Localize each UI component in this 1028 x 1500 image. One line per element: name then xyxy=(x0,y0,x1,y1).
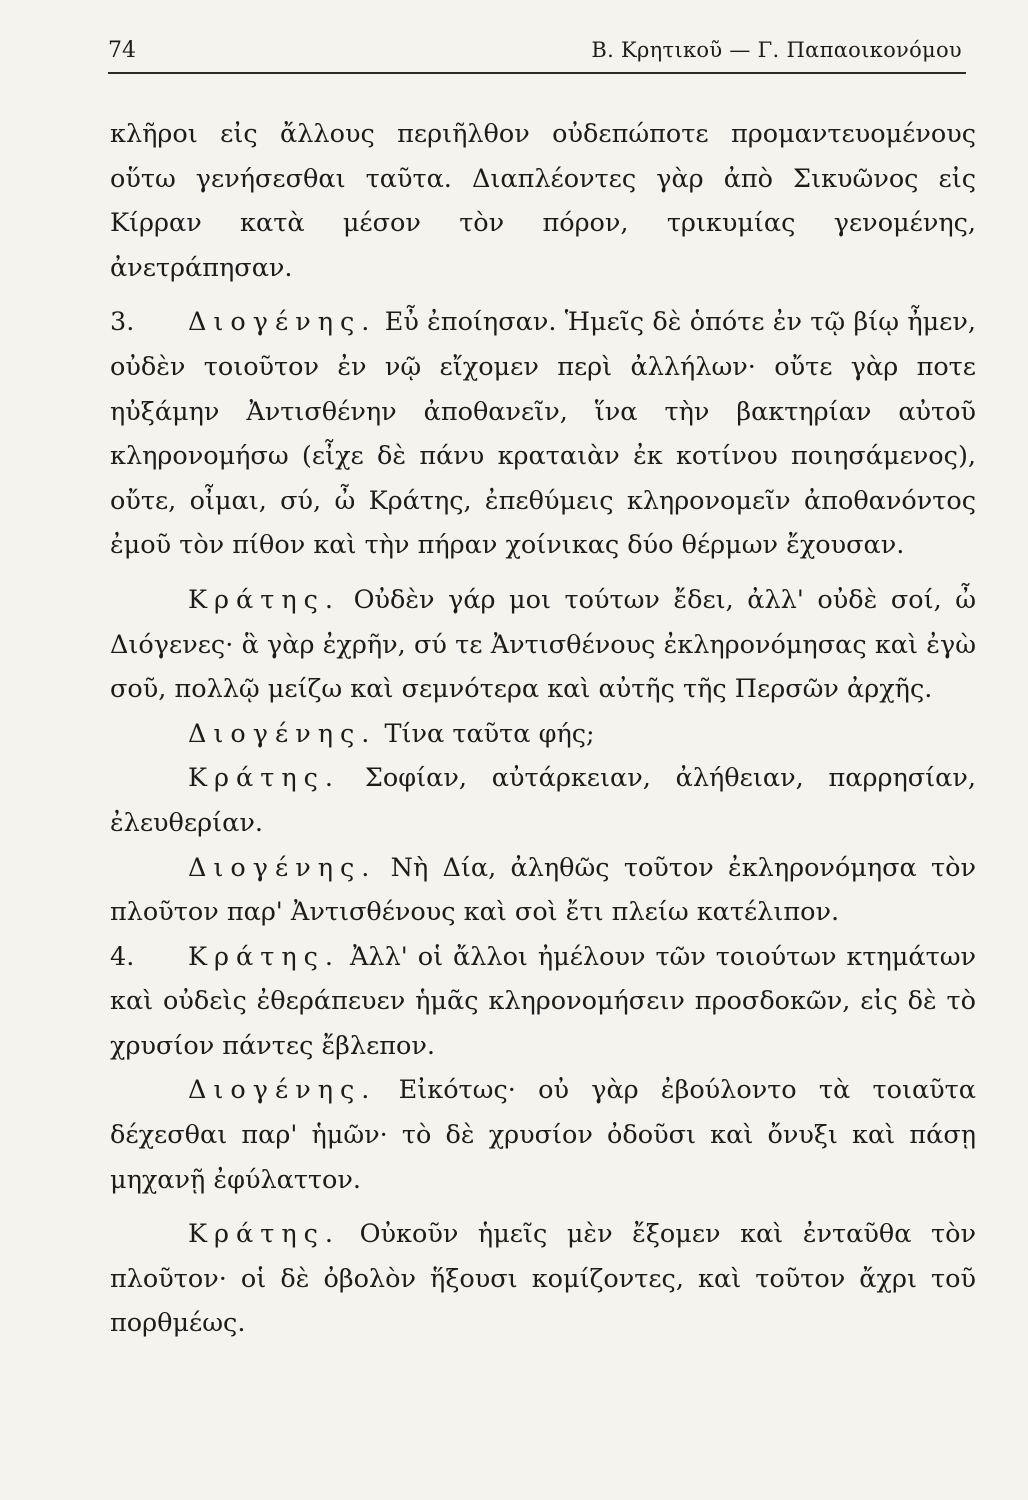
page-header xyxy=(108,32,966,74)
dialogue-line xyxy=(110,756,976,845)
paragraph-text: κλῆροι εἰς ἄλλους περιῆλθον οὐδεπώποτε προμαντευομένους οὕτω γενήσεσθαι ταῦτα. Διαπλέοντες γὰρ ἀπὸ Σικυῶνος εἰς Κίρραν κατὰ μέσον τὸν πόρον, τρικυμίας γενομένης, ἀνετράπησαν. xyxy=(110,119,976,283)
speaker-name: Διογένης. xyxy=(188,718,377,749)
dialogue-line xyxy=(110,712,976,757)
paragraph-text: Νὴ Δία, ἀληθῶς τοῦτον ἐκληρονόμησα τὸν πλοῦτον παρ' Ἀντισθένους καὶ σοὶ ἔτι πλείω κατέλιπον. xyxy=(110,852,976,928)
dialogue-line xyxy=(110,1068,976,1202)
dialogue-line xyxy=(110,846,976,935)
paragraph-text: Οὐκοῦν ἡμεῖς μὲν ἔξομεν καὶ ἐνταῦθα τὸν πλοῦτον· οἱ δὲ ὀβολὸν ἥξουσι κομίζοντες, καὶ τοῦτον ἄχρι τοῦ πορθμέως. xyxy=(110,1219,976,1339)
paragraph-section-3 xyxy=(110,300,976,568)
main-text xyxy=(110,112,976,1346)
paragraph-text: Εὖ ἐποίησαν. Ἡμεῖς δὲ ὁπότε ἐν τῷ βίῳ ἦμεν, οὐδὲν τοιοῦτον ἐν νῷ εἴχομεν περὶ ἀλλήλων· οὔτε γὰρ ποτε ηὐξάμην Ἀντισθένην ἀποθανεῖν, ἵνα τὴν βακτηρίαν αὐτοῦ κληρονομήσω (εἶχε δὲ πάνυ κραταιὰν ἐκ κοτίνου ποιησάμενος), οὔτε, οἶμαι, σύ, ὦ Κράτης, ἐπεθύμεις κληρονομεῖν ἀποθανόντος ἐμοῦ τὸν πίθον καὶ τὴν πήραν χοίνικας δύο θέρμων ἔχουσαν. xyxy=(110,307,976,561)
paragraph-intro xyxy=(110,112,976,290)
speaker-name: Κράτης. xyxy=(188,584,341,615)
speaker-name: Διογένης. xyxy=(188,307,377,338)
page-number: 74 xyxy=(108,38,136,63)
paragraph-text: Ἀλλ' οἱ ἄλλοι ἠμέλουν τῶν τοιούτων κτημάτων καὶ οὐδεὶς ἐθεράπευεν ἡμᾶς κληρονομήσειν προσδοκῶν, εἰς δὲ τὸ χρυσίον πάντες ἔβλεπον. xyxy=(110,941,976,1061)
paragraph-text: Τίνα ταῦτα φής; xyxy=(384,718,595,749)
speaker-name: Κράτης. xyxy=(188,1219,341,1250)
running-title: Β. Κρητικοῦ — Γ. Παπαοικονόμου xyxy=(591,38,962,62)
dialogue-line xyxy=(110,1212,976,1346)
paragraph-text: Εἰκότως· οὐ γὰρ ἐβούλοντο τὰ τοιαῦτα δέχεσθαι παρ' ἡμῶν· τὸ δὲ χρυσίον ὀδοῦσι καὶ ὄνυξι καὶ πάσῃ μηχανῇ ἐφύλαττον. xyxy=(110,1075,976,1195)
paragraph-text: Σοφίαν, αὐτάρκειαν, ἀλήθειαν, παρρησίαν, ἐλευθερίαν. xyxy=(110,763,976,838)
speaker-name: Διογένης. xyxy=(188,1075,377,1106)
speaker-name: Κράτης. xyxy=(188,763,341,794)
paragraph-section-4 xyxy=(110,935,976,1069)
section-number: 4. xyxy=(110,941,135,972)
speaker-name: Κράτης. xyxy=(188,941,341,972)
dialogue-line xyxy=(110,578,976,712)
paragraph-text: Οὐδὲν γάρ μοι τούτων ἔδει, ἀλλ' οὐδὲ σοί, ὦ Διόγενες· ἃ γὰρ ἐχρῆν, σύ τε Ἀντισθένους ἐκληρονόμησας καὶ ἐγὼ σοῦ, πολλῷ μείζω καὶ σεμνότερα καὶ αὐτῆς τῆς Περσῶν ἀρχῆς. xyxy=(110,584,977,705)
speaker-name: Διογένης. xyxy=(188,852,377,883)
section-number: 3. xyxy=(110,307,135,338)
